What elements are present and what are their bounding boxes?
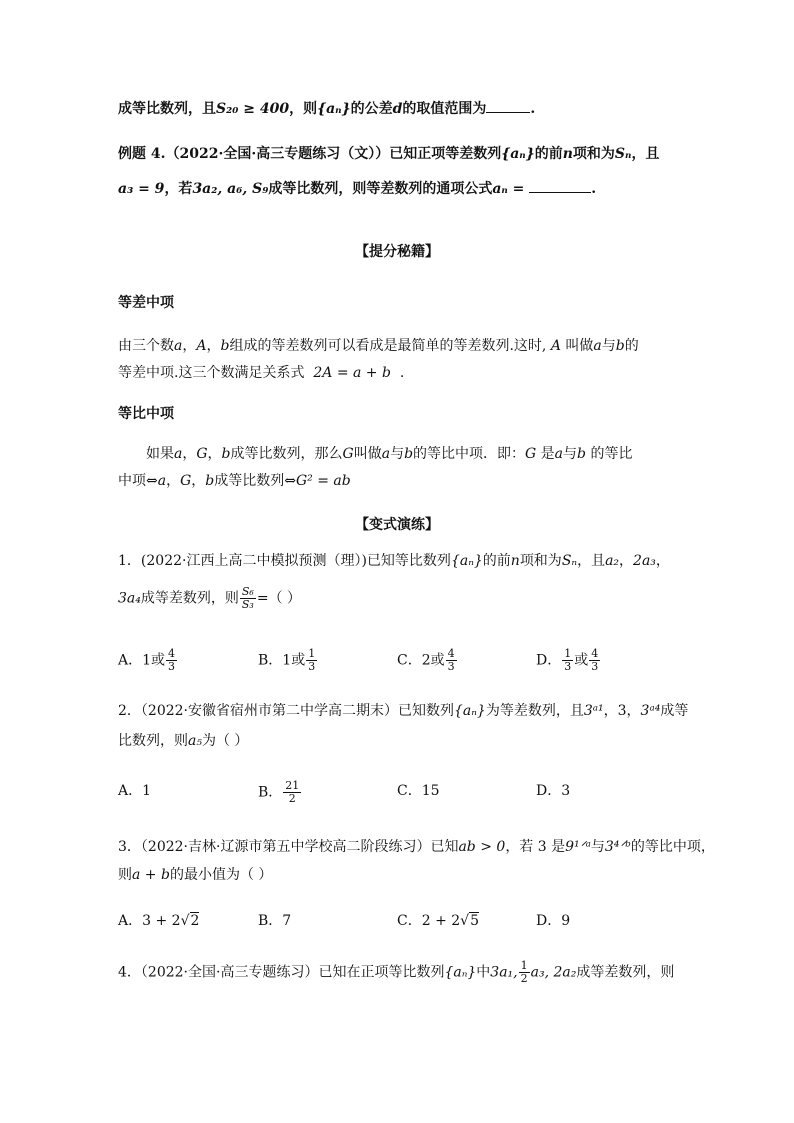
fraction — [283, 780, 301, 805]
option-label: C． — [397, 783, 422, 799]
text: 已知在正项等比数列 — [318, 964, 445, 981]
math-b: b — [205, 473, 215, 489]
option-text: 2或 — [421, 652, 445, 669]
text: 与 — [563, 446, 578, 462]
math-G: G — [196, 446, 208, 462]
text: 成等 — [660, 703, 689, 719]
text: 成等比数列，那么 — [230, 446, 343, 462]
math-n: n — [510, 553, 520, 569]
math-a: a — [157, 473, 167, 489]
question-source: （2022·全国·高三专题练习） — [140, 964, 319, 981]
question-number: 4． — [118, 964, 141, 981]
math-G: G — [180, 473, 192, 489]
text: 成等比数列，则等差数列的通项公式 — [268, 181, 493, 197]
text: . — [399, 365, 405, 381]
question-source: （2022·吉林·辽源市第五中学校高二阶段练习） — [140, 839, 431, 855]
text: 中 — [476, 964, 491, 981]
example4-line1 — [118, 143, 659, 165]
text: ，若 3 是 — [505, 839, 566, 855]
option-text: 9 — [561, 913, 571, 929]
math-d: d — [392, 101, 403, 117]
fraction-numerator: 1 — [308, 647, 316, 660]
text: ，3， — [603, 703, 641, 719]
fraction-numerator: S₆ — [241, 585, 254, 598]
text: 的等比中项， — [630, 839, 715, 855]
arith-mean-line1 — [118, 335, 639, 357]
fraction-denominator: 3 — [447, 660, 455, 673]
math-sequence: {aₙ} — [501, 146, 535, 162]
answer-blank[interactable] — [486, 100, 530, 113]
text: 的取值范围为 — [402, 101, 487, 117]
text: 的等比中项．即： — [413, 446, 526, 462]
fraction — [306, 648, 317, 673]
q2-option-d[interactable] — [536, 780, 570, 802]
text: 项和为 — [572, 146, 615, 162]
option-text: 1 — [142, 783, 152, 799]
option-label: B． — [258, 652, 283, 669]
text: 与 — [590, 839, 605, 855]
math-sn: Sₙ — [561, 553, 578, 569]
text: . — [530, 101, 536, 117]
text: =（ ） — [256, 590, 302, 607]
text: 如果 — [146, 446, 174, 462]
fraction — [166, 648, 177, 673]
text: 成等差数列，则 — [576, 964, 675, 981]
geo-mean-line1: 如果a，G，b成等比数列，那么G叫做a与b的等比中项．即：G 是a与b 的等比 — [146, 446, 633, 462]
text: 由三个数 — [118, 338, 174, 354]
math-formula: G² = ab — [295, 473, 351, 489]
text: 已知正项等差数列 — [389, 146, 502, 162]
text: ， — [182, 338, 197, 354]
fraction-denominator: 3 — [591, 660, 599, 673]
geo-mean-heading: 等比中项 — [118, 406, 174, 422]
text: 比数列，则 — [118, 733, 188, 749]
q2-option-b[interactable] — [258, 780, 302, 805]
math-expression: a + b — [132, 867, 170, 883]
example-source: （2022·全国·高三专题练习（文）） — [165, 146, 390, 162]
option-text: 15 — [421, 783, 440, 799]
fraction-denominator: 2 — [520, 972, 528, 985]
fraction-numerator: 1 — [564, 647, 572, 660]
text: 成等差数列，则 — [140, 590, 239, 607]
fraction-numerator: 1 — [520, 959, 528, 972]
option-text: 2 + 2 — [421, 913, 461, 929]
math-term: 2a₃ — [633, 553, 656, 569]
text: ， — [619, 553, 634, 569]
math-b: b — [221, 446, 231, 462]
q2-line1 — [118, 700, 688, 722]
fraction — [589, 648, 600, 673]
text: 已知等比数列 — [366, 553, 451, 569]
math-n: n — [562, 146, 573, 162]
math-b: b — [615, 338, 625, 354]
option-label: B． — [258, 913, 283, 929]
math-condition: S₂₀ ≥ 400 — [216, 101, 290, 117]
fraction — [240, 586, 256, 611]
radicand: 5 — [470, 913, 480, 929]
q3-option-a[interactable]: A．3 + 2√2 — [118, 913, 200, 929]
math-term: a₃, 2a₂ — [530, 964, 577, 981]
q3-option-c[interactable]: C．2 + 2√5 — [397, 913, 480, 929]
text: ，且 — [631, 146, 660, 162]
math-a: a — [554, 446, 564, 462]
fraction-denominator: 3 — [564, 660, 572, 673]
q1-option-c[interactable] — [397, 648, 458, 673]
math-term: 3⁴ᐟᵇ — [604, 839, 631, 855]
q1-option-a[interactable] — [118, 648, 178, 673]
option-text: 1或 — [282, 652, 306, 669]
radicand: 2 — [190, 913, 200, 929]
math-G: G — [342, 446, 354, 462]
q2-line2 — [118, 730, 248, 752]
text: 叫做 — [565, 338, 594, 354]
text: 的等比 — [590, 446, 633, 462]
math-b: b — [220, 338, 230, 354]
q1-line2 — [118, 586, 301, 611]
q3-line2 — [118, 864, 272, 886]
option-label: D． — [536, 783, 562, 799]
text: 成等比数列，且 — [118, 101, 216, 117]
geo-mean-line2: 中项⇔a，G，b成等比数列⇔G² = ab — [118, 473, 351, 489]
question-number: 1． — [118, 553, 141, 569]
q3-option-b[interactable] — [258, 910, 291, 932]
option-label: A． — [118, 783, 143, 799]
example-label: 例题 4. — [118, 146, 166, 162]
question-source: （2022·安徽省宿州市第二中学高二期末） — [140, 703, 398, 719]
option-label: D． — [536, 652, 562, 669]
math-a: a — [174, 338, 183, 354]
math-an: aₙ = — [492, 181, 525, 197]
option-text: 1或 — [142, 652, 166, 669]
math-sequence: {aₙ} — [450, 553, 483, 569]
math-sn: Sₙ — [614, 146, 632, 162]
math-b: b — [577, 446, 586, 462]
option-text: 或 — [574, 652, 589, 669]
math-A: A — [196, 338, 207, 354]
math-a: a — [174, 446, 183, 462]
text: ，则 — [289, 101, 318, 117]
text: ， — [206, 338, 221, 354]
math-condition: ab > 0 — [458, 839, 506, 855]
text: 组成的等差数列可以看成是最简单的等差数列.这时, — [229, 338, 547, 354]
text: 中项⇔ — [118, 473, 158, 489]
fraction — [446, 648, 457, 673]
text: 等差中项.这三个数满足关系式 — [118, 365, 305, 381]
question-source: (2022·江西上高二中模拟预测（理）) — [140, 553, 367, 569]
option-label: C． — [397, 913, 422, 929]
q4-line1 — [118, 960, 674, 985]
text: ，且 — [577, 553, 606, 569]
option-label: D． — [536, 913, 562, 929]
fraction-numerator: 4 — [591, 647, 599, 660]
math-G: G — [525, 446, 537, 462]
text: 的前 — [534, 146, 563, 162]
arith-mean-heading: 等差中项 — [118, 295, 174, 311]
option-label: A． — [118, 913, 143, 929]
math-terms: 3a₂, a₆, S₉ — [192, 181, 269, 197]
answer-blank[interactable] — [529, 180, 591, 193]
math-term: 3ᵃ⁴ — [640, 703, 661, 719]
math-term: 3a₁, — [490, 964, 518, 981]
text: 与 — [390, 446, 405, 462]
math-condition: a₃ = 9 — [118, 181, 165, 197]
q2-option-c[interactable] — [397, 780, 440, 802]
text: 已知 — [430, 839, 459, 855]
text: 的公差 — [350, 101, 393, 117]
math-formula: 2A = a + b — [313, 365, 391, 381]
text: 的最小值为（ ） — [169, 867, 273, 883]
text: 与 — [601, 338, 616, 354]
fraction-denominator: S₃ — [241, 598, 254, 611]
math-sequence: {aₙ} — [454, 703, 486, 719]
text: 为（ ） — [201, 733, 249, 749]
math-term: a₅ — [188, 733, 202, 749]
text: 是 — [540, 446, 555, 462]
question-number: 3． — [118, 839, 141, 855]
fraction-numerator: 21 — [285, 779, 300, 792]
q2-option-a[interactable] — [118, 780, 151, 802]
text: 项和为 — [519, 553, 562, 569]
tip-heading: 【提分秘籍】 — [355, 244, 439, 260]
math-term: 3ᵃ¹ — [583, 703, 604, 719]
fraction-numerator: 4 — [447, 647, 455, 660]
text: 成等比数列⇔ — [214, 473, 296, 489]
option-text: 3 + 2 — [142, 913, 181, 929]
fraction-denominator: 2 — [288, 792, 296, 805]
math-b: b — [404, 446, 414, 462]
option-label: B． — [258, 784, 283, 801]
option-label: C． — [397, 652, 422, 669]
math-A: A — [550, 338, 561, 354]
math-term: 9¹ᐟᵃ — [565, 839, 591, 855]
fraction — [519, 960, 530, 985]
text: 已知数列 — [398, 703, 454, 719]
text: 的 — [624, 338, 639, 354]
text: ，若 — [164, 181, 193, 197]
option-text: 3 — [561, 783, 571, 799]
math-sequence: {aₙ} — [444, 964, 477, 981]
practice-heading: 【变式演练】 — [355, 517, 439, 533]
text: 的前 — [482, 553, 511, 569]
arith-mean-line2 — [118, 362, 404, 384]
math-a: a — [593, 338, 602, 354]
text: 为等差数列，且 — [485, 703, 584, 719]
math-sequence: {aₙ} — [317, 101, 351, 117]
example4-line2 — [118, 178, 596, 200]
q3-option-d[interactable] — [536, 910, 570, 932]
fraction-denominator: 3 — [168, 660, 176, 673]
math-term: a₂ — [605, 553, 620, 569]
q3-line1 — [118, 836, 715, 858]
fraction — [562, 648, 573, 673]
fraction-denominator: 3 — [308, 660, 316, 673]
continued-line — [118, 98, 535, 120]
question-number: 2． — [118, 703, 141, 719]
text: 则 — [118, 867, 132, 883]
option-label: A． — [118, 652, 143, 669]
math-a: a — [381, 446, 391, 462]
fraction-numerator: 4 — [168, 647, 176, 660]
q1-option-d[interactable] — [536, 648, 601, 673]
text: . — [591, 181, 597, 197]
q1-option-b[interactable] — [258, 648, 318, 673]
q1-line1 — [118, 550, 670, 572]
text: 叫做 — [353, 446, 382, 462]
option-text: 7 — [282, 913, 292, 929]
math-term: 3a₄ — [118, 590, 141, 607]
text: ， — [655, 553, 670, 569]
